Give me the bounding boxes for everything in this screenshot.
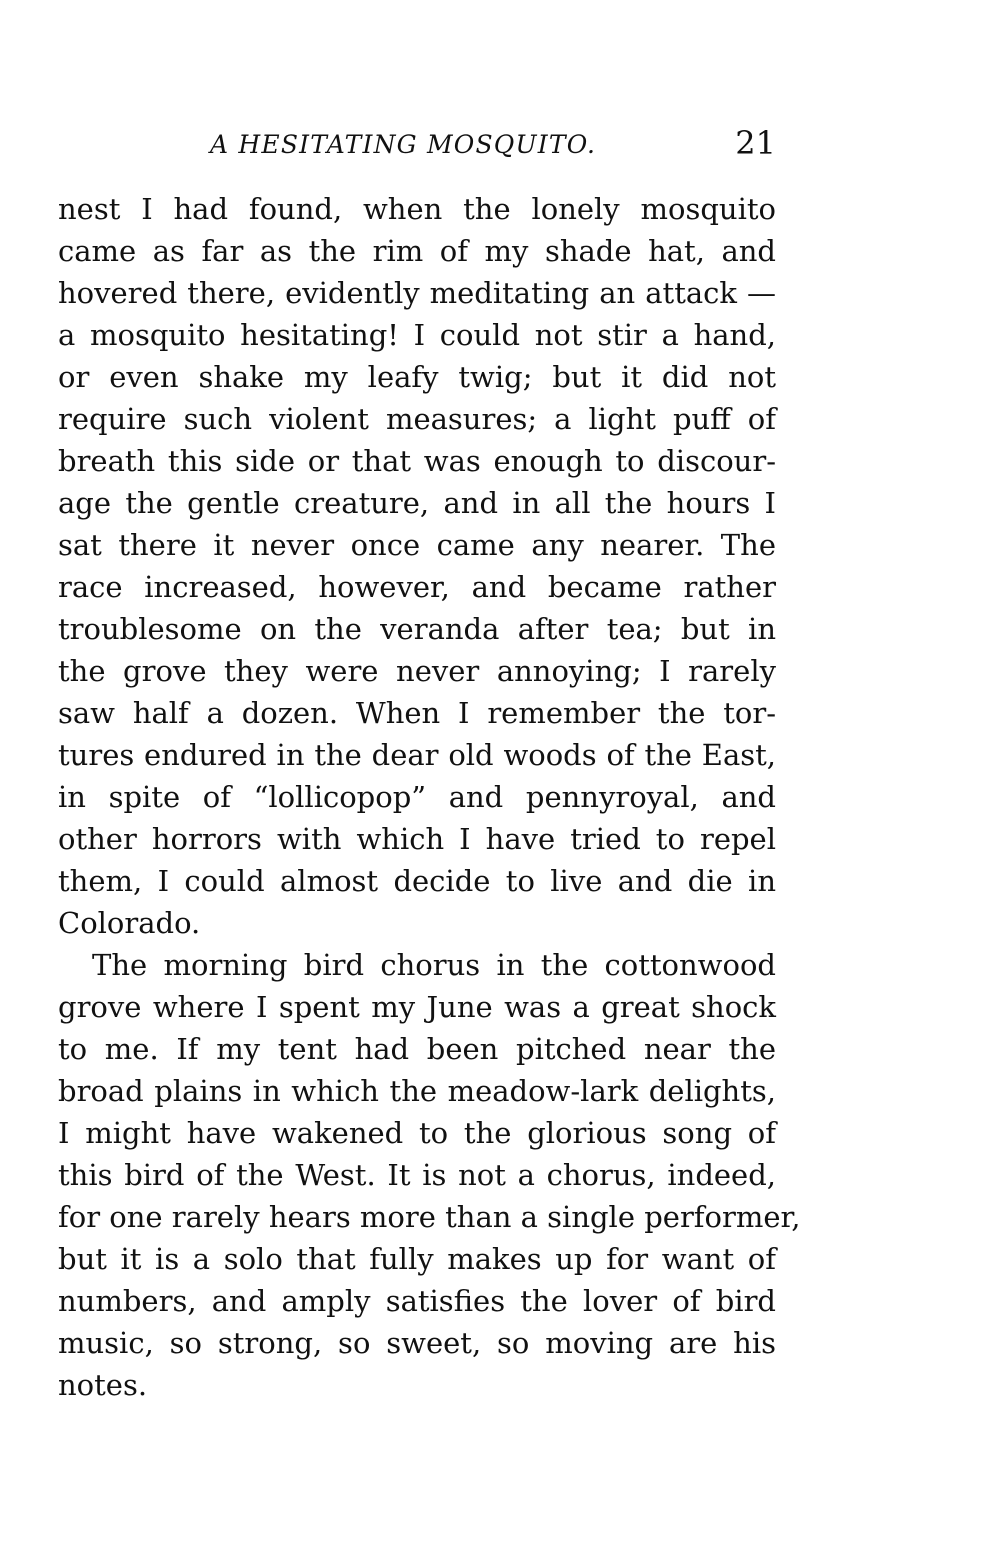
running-head	[58, 124, 776, 168]
text-line: music, so strong, so sweet, so moving are his	[58, 1326, 776, 1360]
page-number: 21	[735, 124, 776, 162]
text-line: hovered there, evidently meditating an attack —	[58, 276, 776, 310]
text-line: for one rarely hears more than a single performer,	[58, 1200, 801, 1234]
text-line: I might have wakened to the glorious song of	[58, 1116, 776, 1150]
text-line: broad plains in which the meadow-lark delights,	[58, 1074, 776, 1108]
text-line: notes.	[58, 1368, 148, 1402]
text-line: require such violent measures; a light puff of	[58, 402, 776, 436]
text-line: but it is a solo that fully makes up for want of	[58, 1242, 776, 1276]
text-line: troublesome on the veranda after tea; but in	[58, 612, 776, 646]
text-line: a mosquito hesitating! I could not stir a hand,	[58, 318, 776, 352]
text-line: numbers, and amply satisfies the lover of bird	[58, 1284, 776, 1318]
body-text	[58, 188, 801, 1406]
text-line: breath this side or that was enough to discour-	[58, 444, 776, 478]
text-line: other horrors with which I have tried to repel	[58, 822, 776, 856]
text-line: came as far as the rim of my shade hat, and	[58, 234, 776, 268]
text-line: nest I had found, when the lonely mosquito	[58, 192, 776, 226]
text-line: or even shake my leafy twig; but it did not	[58, 360, 776, 394]
text-line: this bird of the West. It is not a chorus, indeed,	[58, 1158, 776, 1192]
text-line: sat there it never once came any nearer. The	[58, 528, 776, 562]
paragraph	[58, 944, 801, 1406]
text-line: The morning bird chorus in the cottonwood	[92, 948, 776, 982]
text-line: them, I could almost decide to live and die in	[58, 864, 776, 898]
running-title: A HESITATING MOSQUITO.	[210, 130, 597, 159]
paragraph	[58, 188, 776, 944]
text-line: race increased, however, and became rather	[58, 570, 776, 604]
text-line: grove where I spent my June was a great shock	[58, 990, 776, 1024]
text-line: age the gentle creature, and in all the hours I	[58, 486, 776, 520]
text-line: tures endured in the dear old woods of the East,	[58, 738, 776, 772]
text-line: the grove they were never annoying; I rarely	[58, 654, 776, 688]
text-line: Colorado.	[58, 906, 201, 940]
text-line: to me. If my tent had been pitched near the	[58, 1032, 776, 1066]
text-line: saw half a dozen. When I remember the tor-	[58, 696, 776, 730]
text-line: in spite of “lollicopop” and pennyroyal, and	[58, 780, 776, 814]
